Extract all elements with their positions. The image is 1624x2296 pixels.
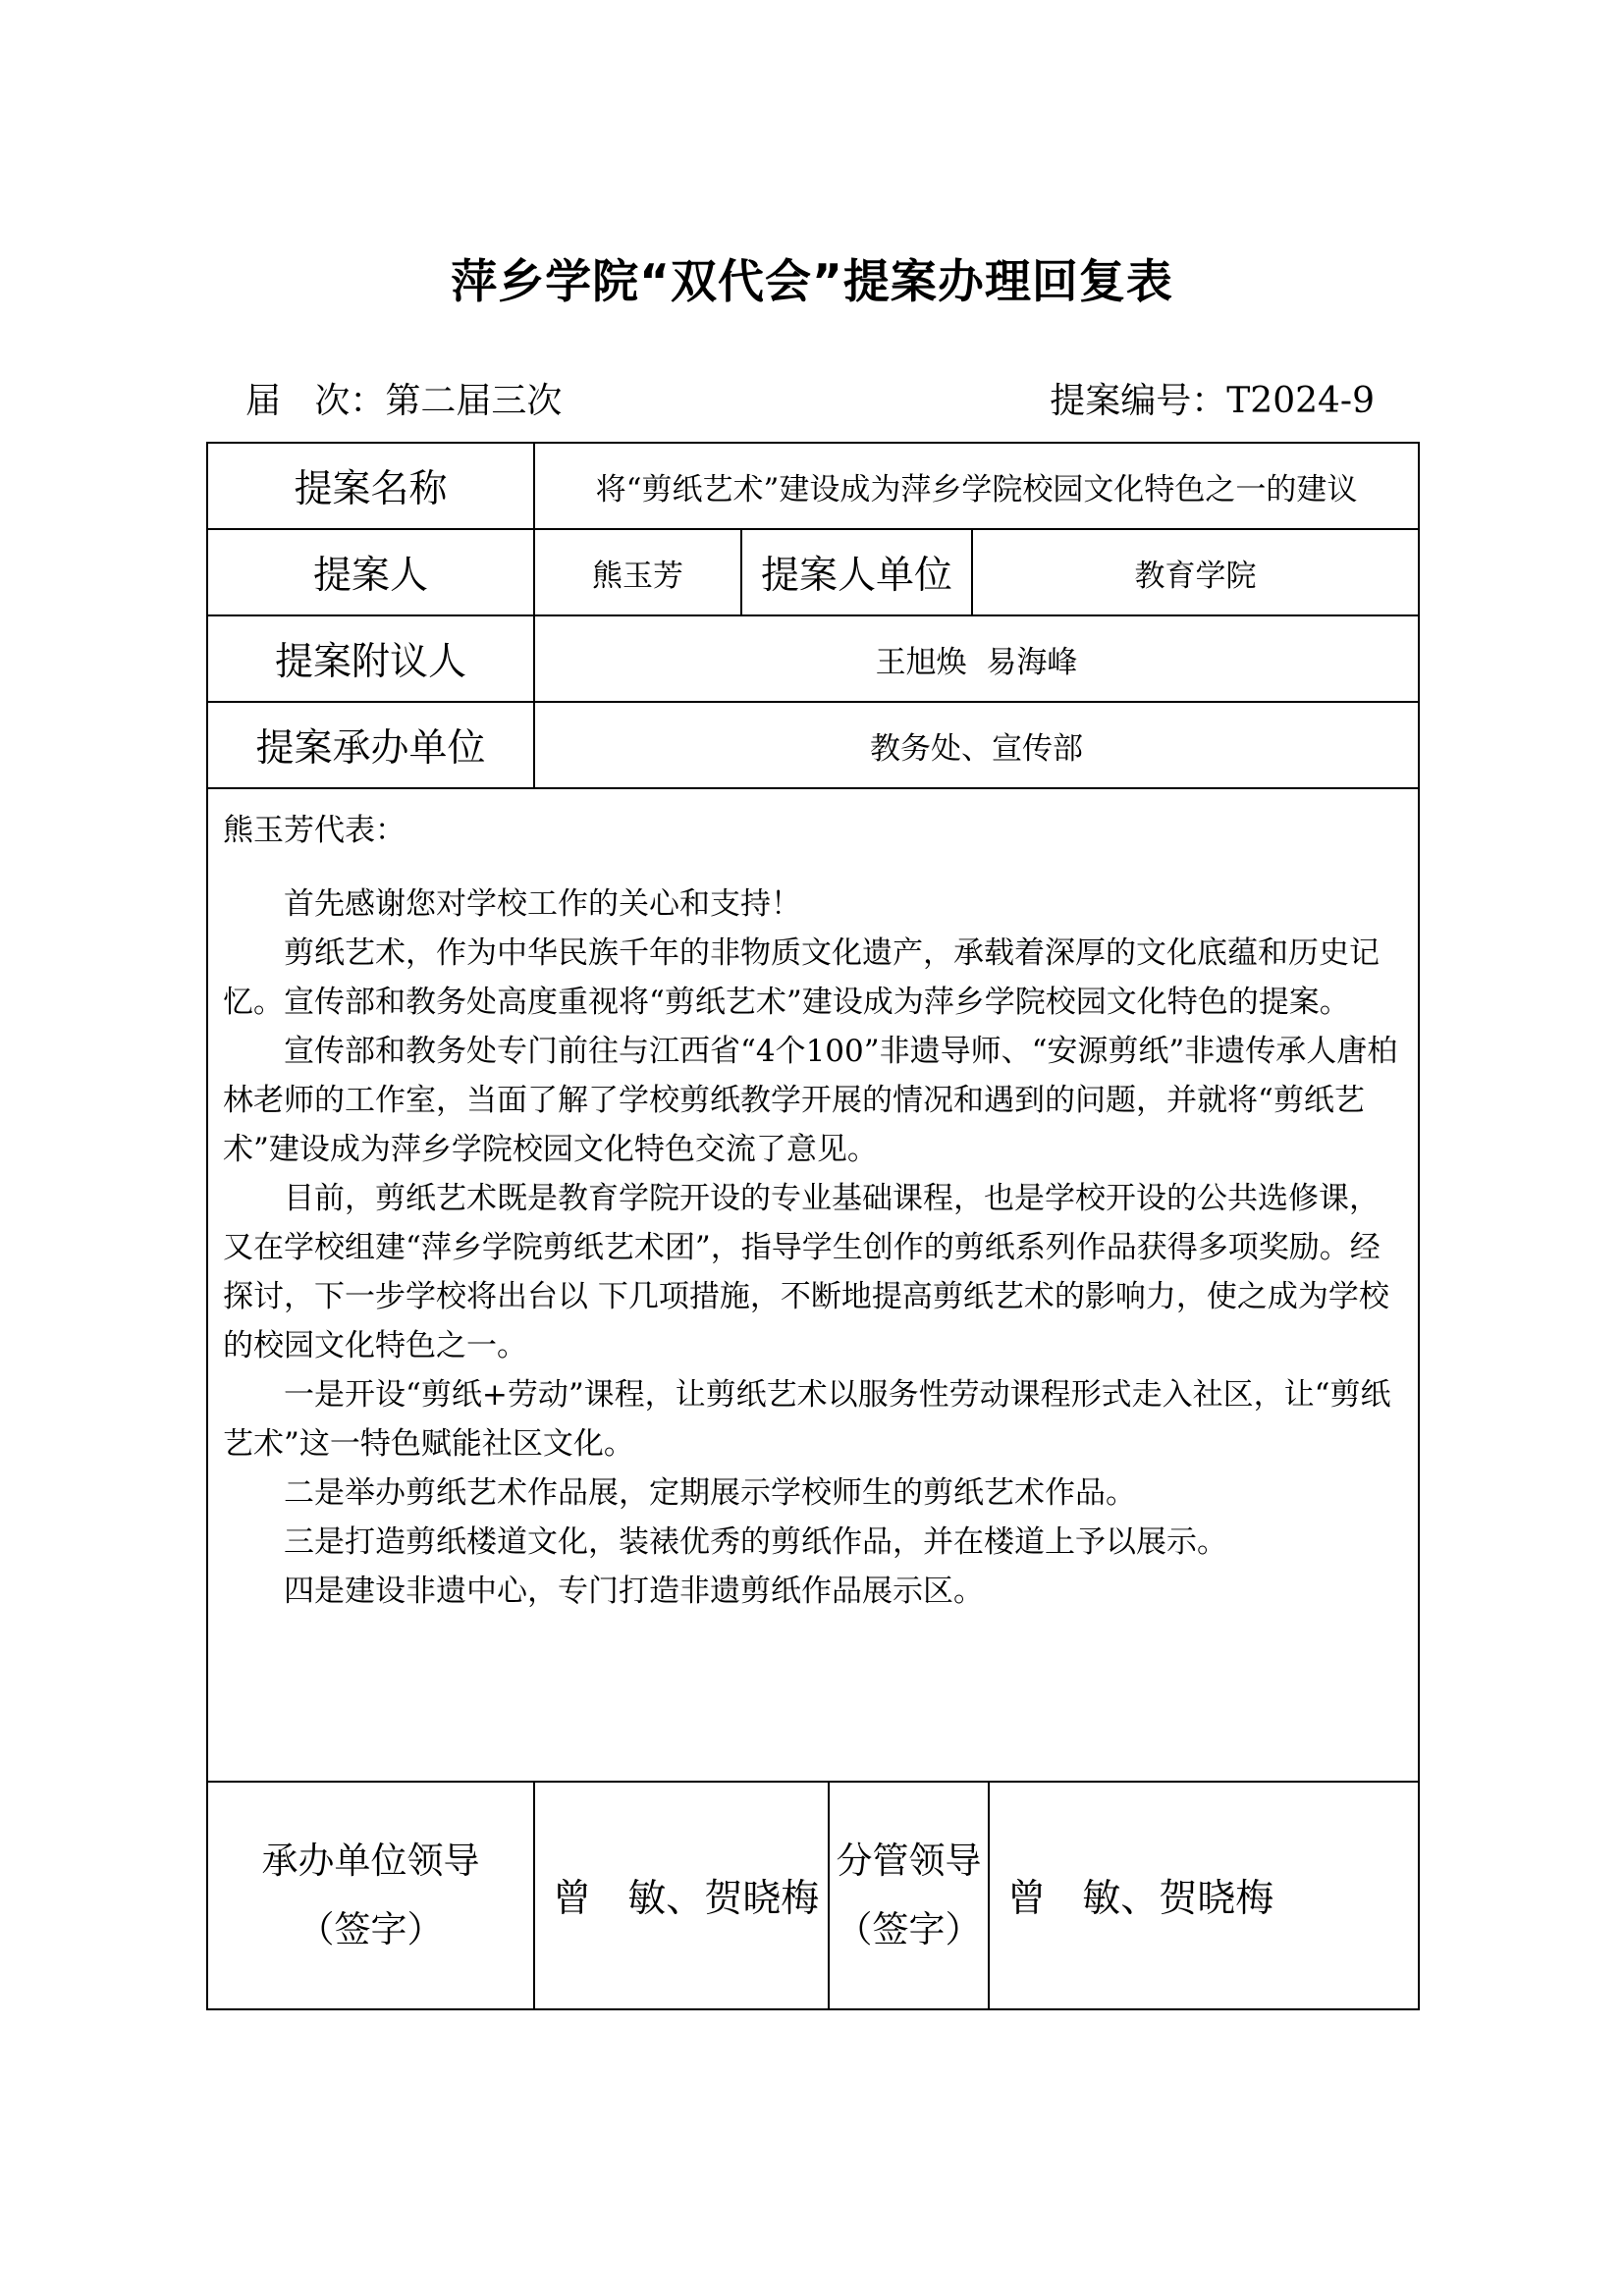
- proposer-unit-value: 教育学院: [972, 529, 1419, 615]
- proposal-reply-table: [206, 442, 1420, 2010]
- reply-paragraph: 二是举办剪纸艺术作品展，定期展示学校师生的剪纸艺术作品。: [284, 1475, 1136, 1511]
- reply-paragraph: 剪纸艺术，作为中华民族千年的非物质文化遗产，承载着深厚的文化底蕴和历史记忆。宣传部和教务处高度重视将“剪纸艺术”建设成为萍乡学院校园文化特色的提案。: [223, 935, 1380, 1020]
- reply-paragraph: 目前，剪纸艺术既是教育学院开设的专业基础课程，也是学校开设的公共选修课，又在学校组建“萍乡学院剪纸艺术团”，指导学生创作的剪纸系列作品获得多项奖励。经探讨，下一步学校将出台以 下几项措施，不断地提高剪纸艺术的影响力，使之成为学校的校园文化特色之一。: [223, 1181, 1389, 1363]
- row-proposer: [207, 529, 1419, 615]
- form-title: 萍乡学院“双代会”提案办理回复表: [451, 255, 1173, 309]
- supervisor-label-cell: [829, 1782, 989, 2009]
- reply-paragraph: 四是建设非遗中心，专门打造非遗剪纸作品展示区。: [284, 1574, 984, 1609]
- session-value: 第二届三次: [385, 381, 563, 421]
- row-handler-unit: [207, 702, 1419, 788]
- proposer-value: 熊玉芳: [534, 529, 741, 615]
- proposal-number-value: T2024-9: [1226, 381, 1375, 421]
- handler-leader-sign-note: （签字）: [298, 1908, 444, 1950]
- handler-unit-label: 提案承办单位: [207, 702, 534, 788]
- row-proposal-name: [207, 443, 1419, 529]
- proposal-number: [1050, 373, 1375, 423]
- proposal-name-value: 将“剪纸艺术”建设成为萍乡学院校园文化特色之一的建议: [534, 443, 1419, 529]
- reply-body: [207, 788, 1419, 1782]
- handler-unit-value: 教务处、宣传部: [534, 702, 1419, 788]
- row-reply-body: [207, 788, 1419, 1782]
- seconders-label: 提案附议人: [207, 615, 534, 702]
- session-label: 届 次：: [245, 381, 386, 421]
- row-signatures: [207, 1782, 1419, 2009]
- proposal-name-label: 提案名称: [207, 443, 534, 529]
- seconders-value: 王旭焕 易海峰: [534, 615, 1419, 702]
- handler-leader-label-cell: [207, 1782, 534, 2009]
- reply-paragraph: 首先感谢您对学校工作的关心和支持！: [284, 886, 801, 922]
- reply-greeting: 熊玉芳代表：: [223, 813, 406, 848]
- handler-leader-signature: 曾 敏、贺晓梅: [534, 1782, 829, 2009]
- proposer-unit-label: 提案人单位: [741, 529, 972, 615]
- supervisor-label: 分管领导: [836, 1840, 982, 1882]
- reply-paragraph: 宣传部和教务处专门前往与江西省“4个100”非遗导师、“安源剪纸”非遗传承人唐柏林老师的工作室，当面了解了学校剪纸教学开展的情况和遇到的问题，并就将“剪纸艺术”建设成为萍乡学院校园文化特色交流了意见。: [223, 1034, 1398, 1167]
- proposal-number-label: 提案编号：: [1050, 381, 1227, 421]
- reply-paragraph: 一是开设“剪纸+劳动”课程，让剪纸艺术以服务性劳动课程形式走入社区，让“剪纸艺术”这一特色赋能社区文化。: [223, 1377, 1391, 1462]
- supervisor-sign-note: （签字）: [836, 1908, 982, 1950]
- reply-paragraph: 三是打造剪纸楼道文化，装裱优秀的剪纸作品，并在楼道上予以展示。: [284, 1524, 1227, 1560]
- row-seconders: [207, 615, 1419, 702]
- supervisor-signature: 曾 敏、贺晓梅: [989, 1782, 1419, 2009]
- proposer-label: 提案人: [207, 529, 534, 615]
- handler-leader-label: 承办单位领导: [261, 1840, 480, 1882]
- session-info: [245, 373, 562, 423]
